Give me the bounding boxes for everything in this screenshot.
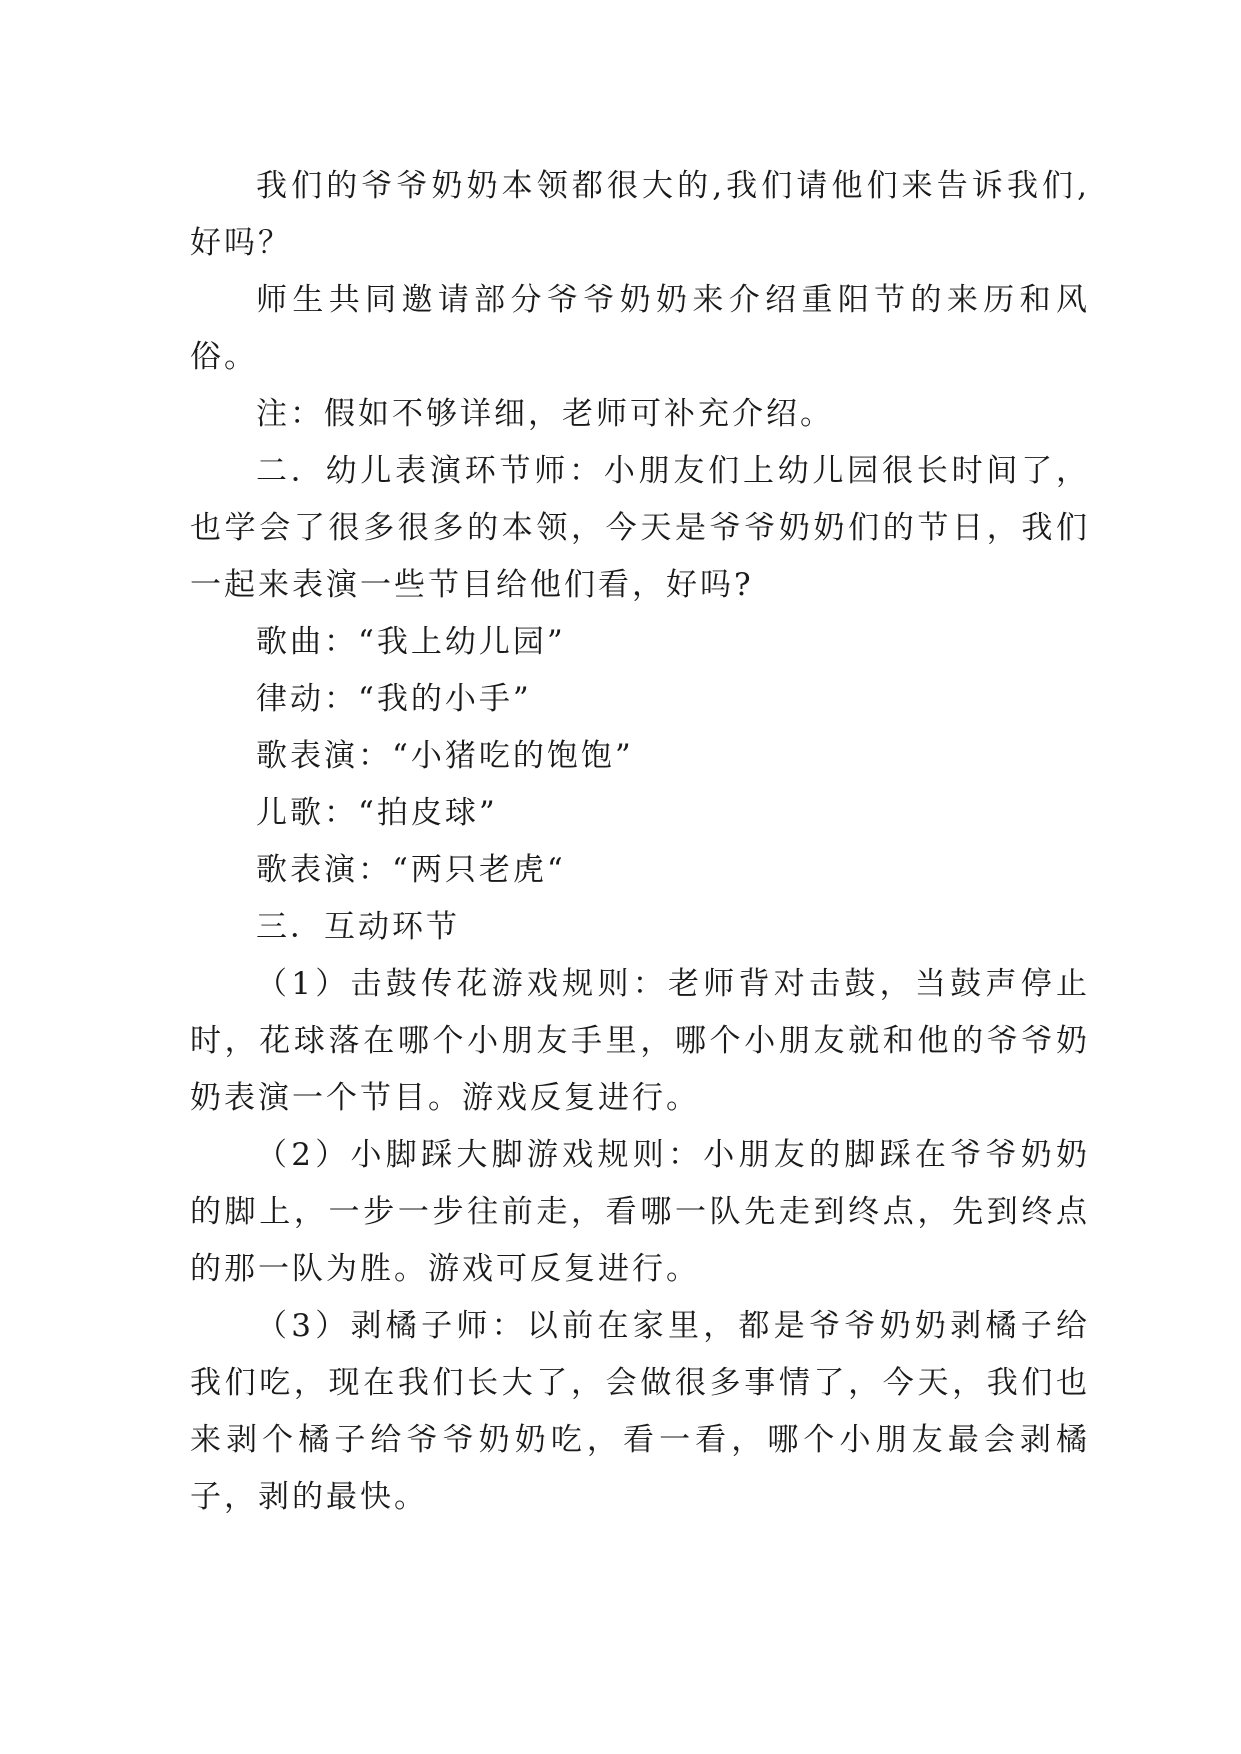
document-body xyxy=(190,158,1090,1526)
paragraph-grandparents-skills: 我们的爷爷奶奶本领都很大的,我们请他们来告诉我们,好吗？ xyxy=(190,168,1090,261)
paragraph-section-two: 二．幼儿表演环节师：小朋友们上幼儿园很长时间了，也学会了很多很多的本领，今天是爷爷奶奶们的节日，我们一起来表演一些节目给他们看，好吗? xyxy=(190,453,1090,603)
paragraph-rhythm: 律动：“我的小手” xyxy=(256,681,532,717)
paragraph-invite-grandparents: 师生共同邀请部分爷爷奶奶来介绍重阳节的来历和风俗。 xyxy=(190,282,1090,375)
paragraph-song: 歌曲：“我上幼儿园” xyxy=(256,624,566,660)
paragraph-section-three: 三．互动环节 xyxy=(256,909,460,945)
paragraph-nursery-rhyme: 儿歌：“拍皮球” xyxy=(256,795,498,831)
paragraph-game-1: （1）击鼓传花游戏规则：老师背对击鼓，当鼓声停止时，花球落在哪个小朋友手里，哪个小朋友就和他的爷爷奶奶表演一个节目。游戏反复进行。 xyxy=(190,966,1090,1116)
paragraph-game-3: （3）剥橘子师：以前在家里，都是爷爷奶奶剥橘子给我们吃，现在我们长大了，会做很多事情了，今天，我们也来剥个橘子给爷爷奶奶吃，看一看，哪个小朋友最会剥橘子，剥的最快。 xyxy=(190,1308,1090,1515)
paragraph-note: 注：假如不够详细，老师可补充介绍。 xyxy=(256,396,834,432)
paragraph-game-2: （2）小脚踩大脚游戏规则：小朋友的脚踩在爷爷奶奶的脚上，一步一步往前走，看哪一队先走到终点，先到终点的那一队为胜。游戏可反复进行。 xyxy=(190,1137,1090,1287)
paragraph-song-performance-2: 歌表演：“两只老虎“ xyxy=(256,852,566,888)
paragraph-song-performance-1: 歌表演：“小猪吃的饱饱” xyxy=(256,738,634,774)
